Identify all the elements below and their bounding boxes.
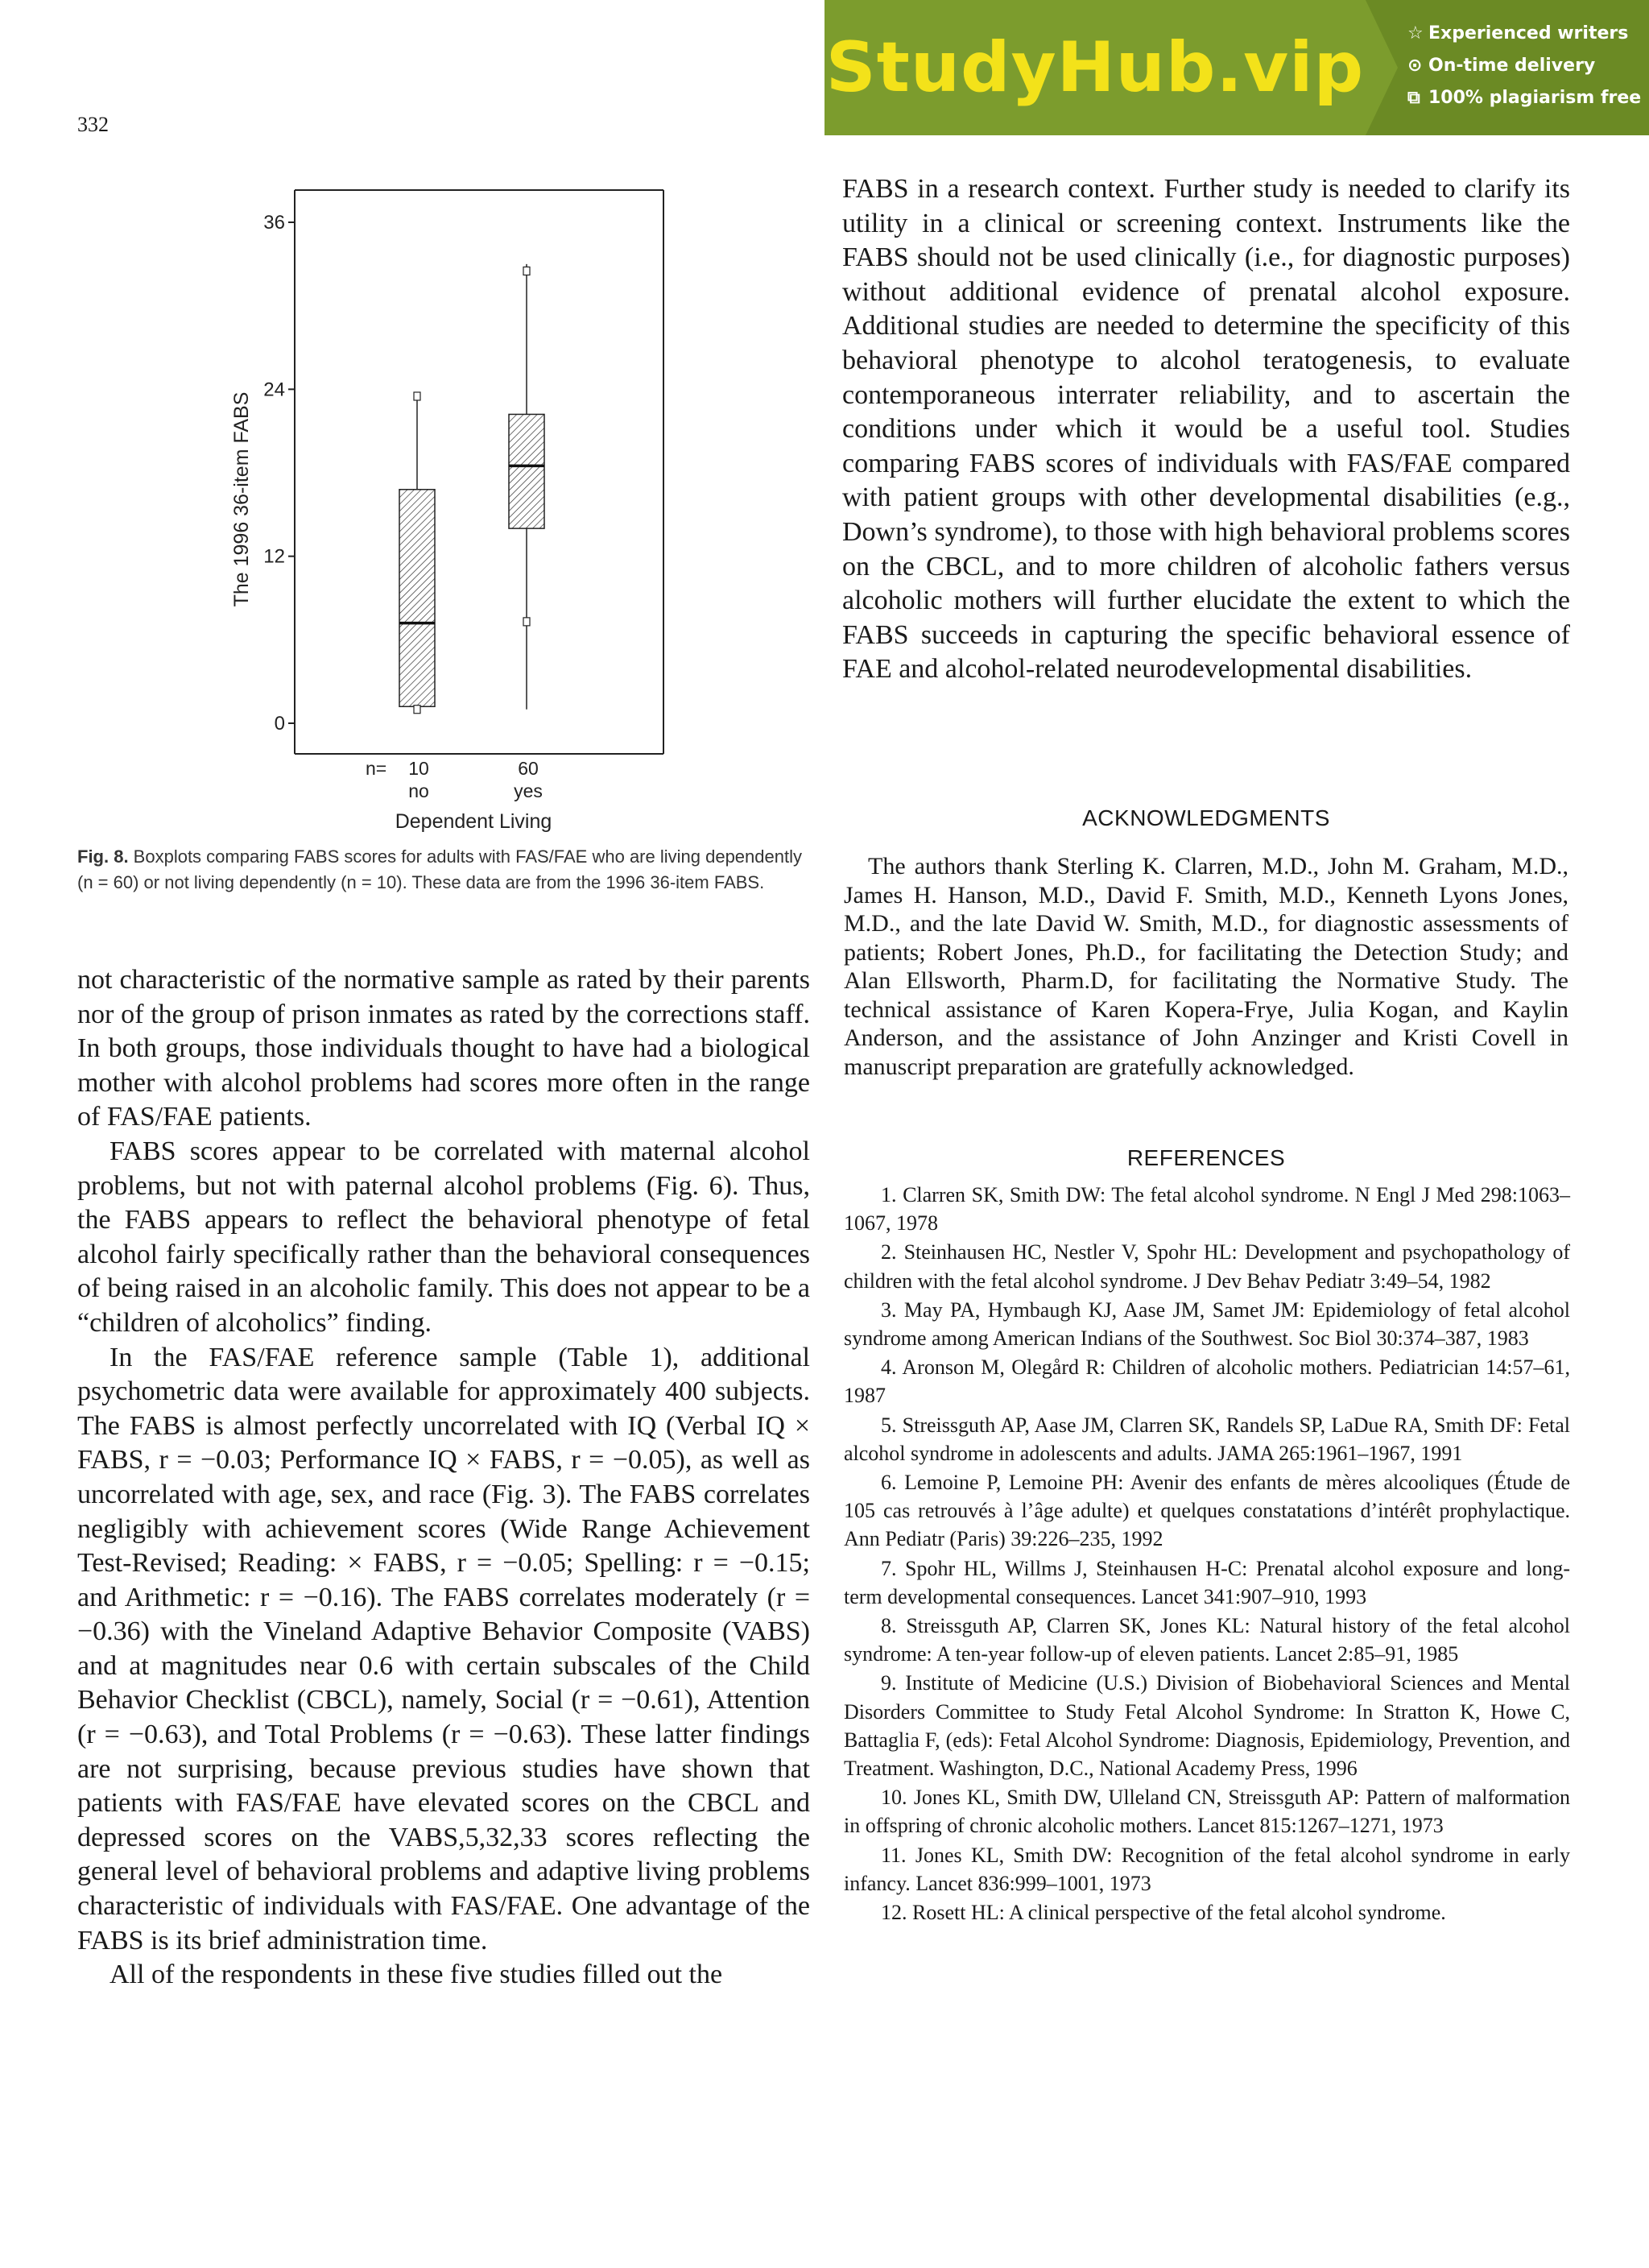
reference-item: 12. Rosett HL: A clinical perspective of the fetal alcohol syndrome. [881, 1901, 1446, 1925]
page-number: 332 [77, 113, 109, 136]
clock-icon: ⊙ [1407, 56, 1423, 76]
boxplot-chart [193, 177, 676, 846]
boxplot-figure [193, 177, 676, 846]
box [399, 490, 435, 707]
figure-caption-text: Boxplots comparing FABS scores for adults with FAS/FAE who are living dependently (n = 60) or not living dependently (n = 10). These data are from the 1996 36-item FABS. [77, 846, 802, 892]
reference-item: 6. Lemoine P, Lemoine PH: Avenir des enfants de mères alcooliques (Étude de 105 cas retrouvés à l’âge adulte) et quelques constatations d’intérêt prophylactique. Ann Pediatr (Paris) 39:226–235, 1992 [844, 1471, 1570, 1551]
y-tick-label: 0 [274, 713, 285, 735]
y-tick-label: 12 [263, 545, 285, 568]
paragraph: FABS in a research context. Further study is needed to clarify its utility in a clinical or screening context. Instruments like the FABS should not be used clinically (i.e., for diagnostic purposes) without additional evidence of prenatal alcohol exposure. Additional studies are needed to determine the specificity of this behavioral phenotype to alcohol teratogenesis, to evaluate contemporaneous interrater reliability, and to ascertain the conditions under which it would be a useful tool. Studies comparing FABS scores of individuals with FAS/FAE compared with patient groups with other developmental disabilities (e.g., Down’s syndrome), to those with high behavioral problems scores on the CBCL, and to more children of alcoholic fathers versus alcoholic mothers will further elucidate the extent to which the FABS succeeds in capturing the specific behavioral essence of FAE and alcohol-related neurodevelopmental disabilities. [842, 174, 1570, 685]
reference-item: 7. Spohr HL, Willms J, Steinhausen H-C: Prenatal alcohol exposure and long-term developmental consequences. Lancet 341:907–910, 1993 [844, 1556, 1570, 1608]
figure-label: Fig. 8. [77, 846, 129, 867]
n-count-label: 60 [518, 758, 539, 779]
feature-row [1407, 18, 1641, 50]
feature-text: 100% plagiarism free [1428, 88, 1642, 108]
category-label: yes [514, 780, 543, 801]
n-count-label: 10 [408, 758, 429, 779]
outlier-marker [414, 392, 420, 400]
reference-item: 11. Jones KL, Smith DW: Recognition of the fetal alcohol syndrome in early infancy. Lancet 836:999–1001, 1973 [844, 1843, 1570, 1895]
feature-row [1407, 82, 1641, 114]
paragraph: not characteristic of the normative sample as rated by their parents nor of the group of prison inmates as rated by the corrections staff. In both groups, those individuals thought to have had a biological mother with alcohol problems had scores more often in the range of FAS/FAE patients. [77, 965, 810, 1132]
y-tick-label: 24 [263, 379, 285, 401]
feature-text: Experienced writers [1428, 23, 1629, 43]
feature-row [1407, 50, 1641, 82]
references-list [844, 1181, 1570, 1927]
references-heading: REFERENCES [1126, 1145, 1286, 1170]
right-column-text [842, 172, 1570, 687]
category-label: no [408, 780, 429, 801]
left-column-text [77, 963, 810, 1993]
reference-item: 2. Steinhausen HC, Nestler V, Spohr HL: Development and psychopathology of children with the fetal alcohol syndrome. J Dev Behav Pediatr 3:49–54, 1982 [844, 1240, 1570, 1293]
advert-banner[interactable] [824, 0, 1649, 135]
outlier-marker [414, 706, 420, 714]
banner-logo[interactable]: StudyHub.vip [825, 27, 1365, 108]
y-axis-label: The 1996 36-item FABS [230, 391, 253, 607]
paragraph: All of the respondents in these five studies filled out the [110, 1960, 723, 1990]
banner-arrow [1366, 0, 1398, 135]
reference-item: 3. May PA, Hymbaugh KJ, Aase JM, Samet JM: Epidemiology of fetal alcohol syndrome among American Indians of the Southwest. Soc Biol 30:374–387, 1983 [844, 1297, 1570, 1351]
reference-item: 1. Clarren SK, Smith DW: The fetal alcohol syndrome. N Engl J Med 298:1063–1067, 1978 [844, 1183, 1570, 1235]
box [509, 414, 544, 528]
reference-item: 10. Jones KL, Smith DW, Ulleland CN, Streissguth AP: Pattern of malformation in offspring of chronic alcoholic mothers. Lancet 815:1267–1271, 1973 [844, 1786, 1570, 1838]
reference-item: 5. Streissguth AP, Aase JM, Clarren SK, Randels SP, LaDue RA, Smith DF: Fetal alcohol syndrome in adolescents and adults. JAMA 265:1961–1967, 1991 [844, 1413, 1570, 1465]
copy-icon: ⧉ [1407, 88, 1420, 108]
y-tick-label: 36 [263, 212, 285, 234]
figure-caption [77, 844, 815, 896]
star-icon: ☆ [1407, 23, 1424, 43]
reference-item: 9. Institute of Medicine (U.S.) Division of Biobehavioral Sciences and Mental Disorders Committee to Study Fetal Alcohol Syndrome: In Stratton K, Howe C, Battaglia F, (eds): Fetal Alcohol Syndrome: Diagnosis, Epidemiology, Prevention, and Treatment. Washington, D.C., National Academy Press, 1996 [844, 1671, 1570, 1781]
feature-text: On-time delivery [1428, 56, 1596, 76]
paragraph: The authors thank Sterling K. Clarren, M.D., John M. Graham, M.D., James H. Hanson, M.D., David F. Smith, M.D., Kenneth Lyons Jones, M.D., and the late David W. Smith, M.D., for diagnostic assessments of patients; Robert Jones, Ph.D., for facilitating the Detection Study; and Alan Ellsworth, Pharm.D, for facilitating the Normative Study. The technical assistance of Karen Kopera-Frye, Julia Kogan, and Kaylin Anderson, and the assistance of John Anzinger and Kristi Covell in manuscript preparation are gratefully acknowledged. [844, 853, 1568, 1080]
paragraph: In the FAS/FAE reference sample (Table 1), additional psychometric data were available for approximately 400 subjects. The FABS is almost perfectly uncorrelated with IQ (Verbal IQ × FABS, r = −0.03; Performance IQ × FABS, r = −0.05), as well as uncorrelated with age, sex, and race (Fig. 3). The FABS correlates negligibly with achievement scores (Wide Range Achievement Test-Revised; Reading: × FABS, r = −0.05; Spelling: r = −0.15; and Arithmetic: r = −0.16). The FABS correlates moderately (r = −0.36) with the Vineland Adaptive Behavior Composite (VABS) and at magnitudes near 0.6 with certain subscales of the Child Behavior Checklist (CBCL), namely, Social (r = −0.61), Attention (r = −0.63), and Total Problems (r = −0.63). These latter findings are not surprising, because previous studies have shown that patients with FAS/FAE have elevated scores on the CBCL and depressed scores on the VABS,5,32,33 scores reflecting the general level of behavioral problems and adaptive living problems characteristic of individuals with FAS/FAE. One advantage of the FABS is its brief administration time. [77, 1342, 810, 1956]
acknowledgments-text [844, 852, 1568, 1081]
outlier-marker [523, 618, 530, 626]
paragraph: FABS scores appear to be correlated with maternal alcohol problems, but not with paternal alcohol problems (Fig. 6). Thus, the FABS appears to reflect the behavioral phenotype of fetal alcohol fairly specifically rather than the behavioral consequences of being raised in an alcoholic family. This does not appear to be a “children of alcoholics” finding. [77, 1136, 810, 1338]
banner-features-panel [1366, 0, 1649, 135]
reference-item: 8. Streissguth AP, Clarren SK, Jones KL: Natural history of the fetal alcohol syndrome: A ten-year follow-up of eleven patients. Lancet 2:85–91, 1985 [844, 1614, 1570, 1666]
acknowledgments-heading: ACKNOWLEDGMENTS [1082, 805, 1330, 830]
outlier-marker [523, 267, 530, 275]
plot-frame [295, 190, 663, 846]
reference-item: 4. Aronson M, Olegård R: Children of alcoholic mothers. Pediatrician 14:57–61, 1987 [844, 1355, 1570, 1408]
n-label: n= [366, 758, 387, 779]
x-axis-label: Dependent Living [395, 810, 552, 833]
